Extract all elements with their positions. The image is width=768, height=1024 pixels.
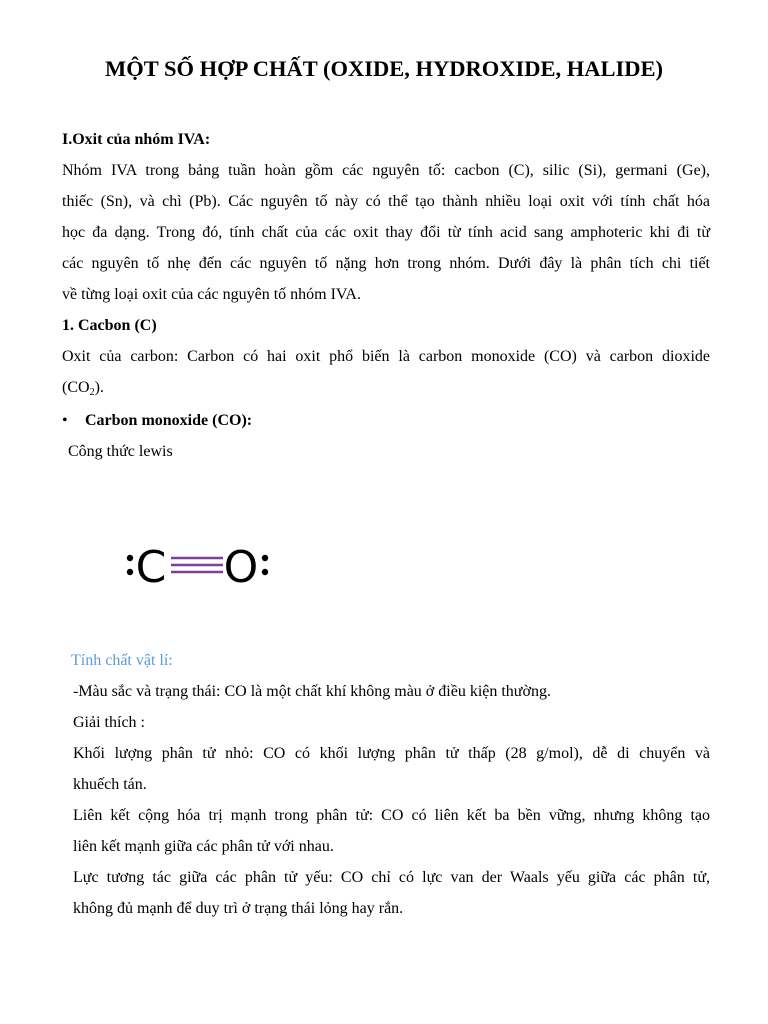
paragraph-line: về từng loại oxit của các nguyên tố nhóm IVA. xyxy=(62,286,361,303)
subsection-heading: 1. Cacbon (C) xyxy=(62,317,157,334)
co2-formula-line xyxy=(62,372,710,408)
lone-pair-dot-o-top xyxy=(262,555,268,561)
lone-pair-dot-c-bottom xyxy=(127,569,133,575)
lone-pair-dot-o-bottom xyxy=(262,569,268,575)
paragraph-line: khuếch tán. xyxy=(73,776,147,793)
paragraph-line: Giải thích : xyxy=(73,714,145,731)
section-heading: I.Oxit của nhóm IVA: xyxy=(62,131,211,148)
atom-c-label: C xyxy=(135,542,167,593)
lewis-label: Công thức lewis xyxy=(68,443,173,460)
paragraph-line: liên kết mạnh giữa các phân tử với nhau. xyxy=(73,838,334,855)
paragraph-line: Lực tương tác giữa các phân tử yếu: CO chỉ có lực van der Waals yếu giữa các phân tử, xyxy=(73,869,710,886)
physical-properties-heading: Tính chất vật lí: xyxy=(71,652,173,669)
atom-o-label: O xyxy=(223,542,259,593)
co2-close: ). xyxy=(94,379,104,396)
co2-subscript: 2 xyxy=(89,387,95,398)
co2-open: (CO xyxy=(62,379,90,396)
paragraph-line: thiếc (Sn), và chì (Pb). Các nguyên tố này có thể tạo thành nhiều loại oxit với tính chất hóa xyxy=(62,193,710,210)
paragraph-line: không đủ mạnh để duy trì ở trạng thái lỏng hay rắn. xyxy=(73,900,404,917)
paragraph-line: Liên kết cộng hóa trị mạnh trong phân tử: CO có liên kết ba bền vững, nhưng không tạo xyxy=(73,807,710,824)
page-title: MỘT SỐ HỢP CHẤT (OXIDE, HYDROXIDE, HALIDE) xyxy=(105,56,663,81)
paragraph-line: Nhóm IVA trong bảng tuần hoàn gồm các nguyên tố: cacbon (C), silic (Si), germani (Ge), xyxy=(62,162,710,179)
paragraph-line: Khối lượng phân tử nhỏ: CO có khối lượng phân tử thấp (28 g/mol), dễ di chuyển và xyxy=(73,745,710,762)
paragraph-line: -Màu sắc và trạng thái: CO là một chất khí không màu ở điều kiện thường. xyxy=(73,683,551,700)
paragraph-line: Oxit của carbon: Carbon có hai oxit phổ biến là carbon monoxide (CO) và carbon dioxide xyxy=(62,348,710,365)
section-1 xyxy=(62,124,710,408)
lone-pair-dot-c-top xyxy=(127,555,133,561)
bullet-icon: • xyxy=(62,412,68,429)
paragraph-line: học đa dạng. Trong đó, tính chất của các oxit thay đổi từ tính acid sang amphoteric khi đi từ xyxy=(62,224,710,241)
paragraph-line: các nguyên tố nhẹ đến các nguyên tố nặng hơn trong nhóm. Dưới đây là phân tích chi tiết xyxy=(62,255,710,272)
lewis-structure-diagram xyxy=(120,530,280,600)
bullet-text: Carbon monoxide (CO): xyxy=(85,412,253,429)
physical-properties-body xyxy=(73,676,710,924)
